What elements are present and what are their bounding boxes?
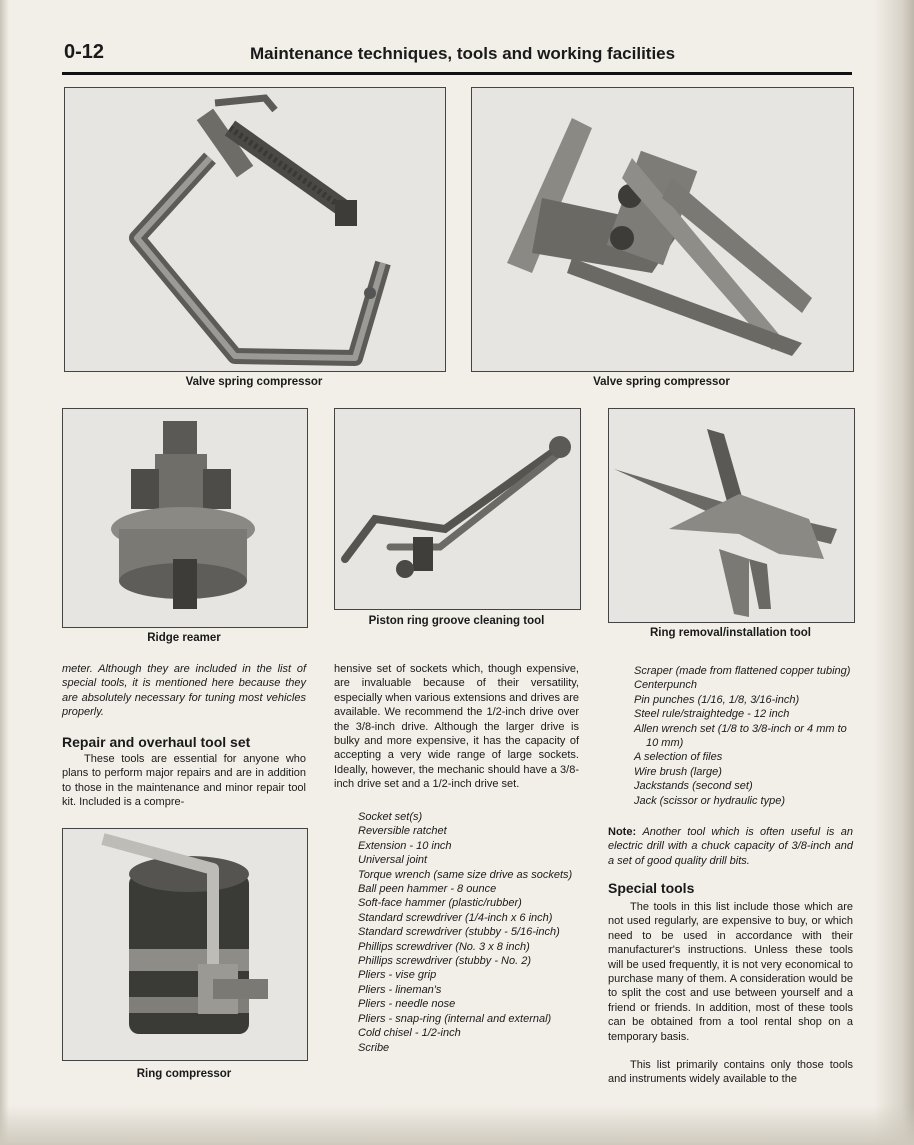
clamp-tool-illustration <box>65 88 445 371</box>
ring-tool-illustration <box>609 409 854 622</box>
list-item: Jack (scissor or hydraulic type) <box>634 794 785 807</box>
note-label: Note: <box>608 826 637 838</box>
repair-tool-list <box>358 810 580 1055</box>
repair-tool-list-continued <box>634 664 854 808</box>
page-header <box>64 41 852 71</box>
note-block <box>608 825 853 868</box>
photo-valve-spring-compressor-clamp <box>64 87 446 372</box>
list-item: Pliers - vise grip <box>358 969 437 982</box>
page-edge-shadow <box>0 0 9 1145</box>
heading-repair-overhaul: Repair and overhaul tool set <box>62 734 251 750</box>
list-item: Phillips screwdriver (No. 3 x 8 inch) <box>358 940 530 953</box>
bottom-shadow <box>0 1105 914 1145</box>
col1-paragraph: These tools are essential for anyone who plans to perform major repairs and are in addition to those in the maintenance and minor repair tool kit. Included is a compre- <box>62 753 306 809</box>
photo-ring-installation-tool <box>608 408 855 623</box>
caption-photo3: Ridge reamer <box>147 632 221 644</box>
list-item: Scribe <box>358 1041 390 1054</box>
caption-photo5: Ring removal/installation tool <box>649 627 812 639</box>
list-item: Standard screwdriver (1/4-inch x 6 inch) <box>358 911 553 924</box>
ridge-reamer-illustration <box>63 409 307 627</box>
list-item: Standard screwdriver (stubby - 5/16-inch) <box>358 926 560 939</box>
col2-paragraph: hensive set of sockets which, though expensive, are invaluable because of their versatility, especially when various extensions and drives are available. We recommend the 1/2-inch drive over the 3/8-inch drive. Although the larger drive is bulky and more expensive, it has the capacity of accepting a very wide range of large sockets. Ideally, however, the mechanic should have a 3/8-inch drive set and a 1/2-inch drive set. <box>334 663 579 791</box>
list-item: Steel rule/straightedge - 12 inch <box>634 708 790 721</box>
heading-special-tools: Special tools <box>608 880 695 896</box>
list-item: Pliers - snap-ring (internal and external) <box>358 1012 552 1025</box>
list-item: Jackstands (second set) <box>634 780 753 793</box>
list-item: Wire brush (large) <box>634 765 722 778</box>
col1-intro: meter. Although they are included in the list of special tools, it is mentioned here because they are absolutely necessary for tuning most vehicles properly. <box>62 663 306 719</box>
photo-ridge-reamer <box>62 408 308 628</box>
photo-ring-compressor <box>62 828 308 1061</box>
list-item: Socket set(s) <box>358 811 423 823</box>
groove-cleaner-illustration <box>335 409 580 609</box>
list-item: Extension - 10 inch <box>358 839 452 852</box>
list-item: Pliers - needle nose <box>358 998 456 1011</box>
page-number: 0-12 <box>64 41 105 63</box>
list-item: Scraper (made from flattened copper tubing) <box>634 665 851 677</box>
list-item: Centerpunch <box>634 679 697 692</box>
list-item: Universal joint <box>358 854 428 867</box>
photo-valve-spring-compressor-jaw <box>471 87 854 372</box>
header-rule <box>62 72 852 75</box>
col3-paragraph-2: This list primarily contains only those tools and instruments widely available to the <box>608 1059 853 1086</box>
list-item: A selection of files <box>634 751 723 764</box>
photo-piston-ring-groove-cleaner <box>334 408 581 610</box>
running-title: Maintenance techniques, tools and working facilities <box>250 44 676 63</box>
list-item: Soft-face hammer (plastic/rubber) <box>358 897 522 910</box>
binding-shadow <box>874 0 914 1145</box>
list-item: Torque wrench (same size drive as sockets) <box>358 868 573 881</box>
jaw-tool-illustration <box>472 88 853 371</box>
list-item: Pliers - lineman's <box>358 983 442 996</box>
list-item: Phillips screwdriver (stubby - No. 2) <box>358 955 531 968</box>
col3-paragraph-1: The tools in this list include those which are not used regularly, are expensive to buy, or which need to be used in accordance with their manufacturer's instructions. Unless these tools will be used frequently, it is not very economical to purchase many of them. A consideration would be to split the cost and use between yourself and a friend or friends. In addition, most of these tools can be obtained from a tool rental shop on a temporary basis. <box>608 901 853 1043</box>
list-item: Pin punches (1/16, 1/8, 3/16-inch) <box>634 693 800 706</box>
caption-photo1: Valve spring compressor <box>185 376 323 388</box>
ring-compressor-illustration <box>63 829 307 1060</box>
list-item: Cold chisel - 1/2-inch <box>358 1027 461 1040</box>
caption-photo4: Piston ring groove cleaning tool <box>368 615 545 627</box>
note-text: Another tool which is often useful is an electric drill with a chuck capacity of 3/8-inch and a set of good quality drill bits. <box>608 826 853 867</box>
caption-photo2: Valve spring compressor <box>593 376 730 388</box>
caption-photo6: Ring compressor <box>136 1068 232 1080</box>
list-item: Ball peen hammer - 8 ounce <box>358 883 497 896</box>
list-item: Reversible ratchet <box>358 825 447 838</box>
list-item: Allen wrench set (1/8 to 3/8-inch or 4 mm to 10 mm) <box>634 722 847 750</box>
